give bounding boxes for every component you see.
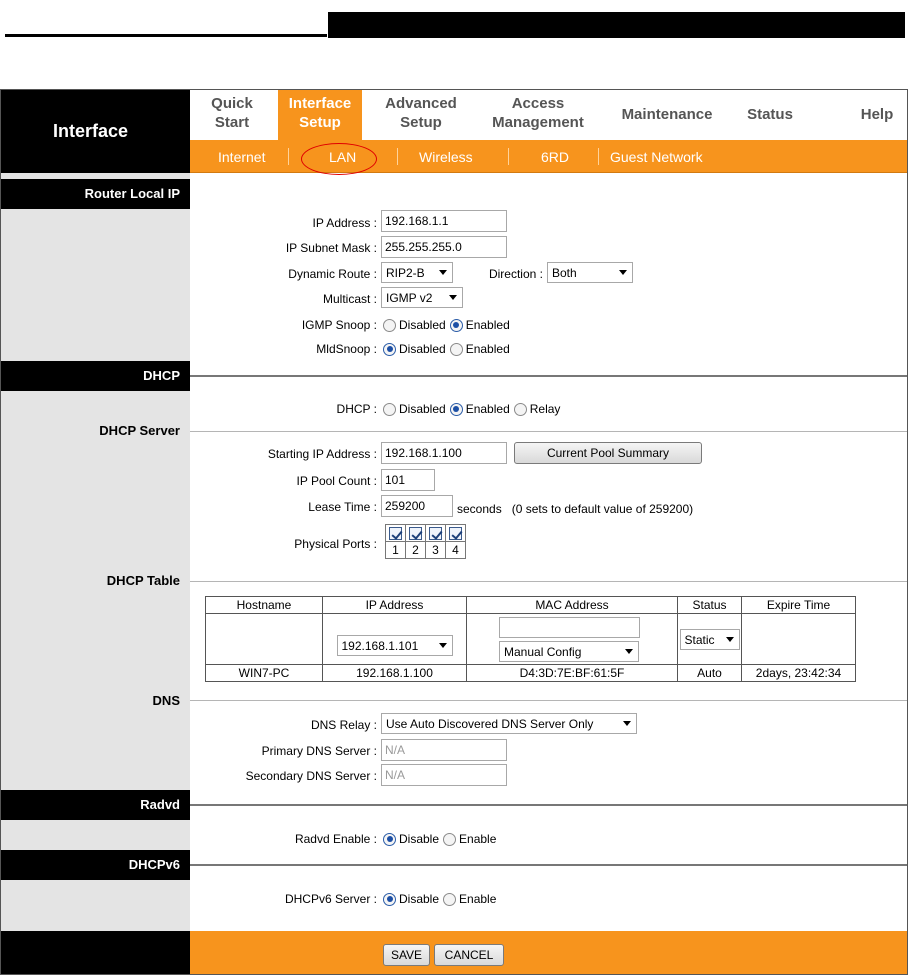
- dhcp-relay-label: Relay: [529, 402, 561, 416]
- dhcpv6-disable-radio[interactable]: [383, 893, 396, 906]
- chevron-down-icon: [439, 643, 447, 648]
- physical-ports-label: Physical Ports :: [294, 537, 377, 551]
- current-pool-summary-button[interactable]: Current Pool Summary: [514, 442, 702, 464]
- mac-mode-value: Manual Config: [504, 644, 582, 659]
- dhcp-enabled-label: Enabled: [465, 402, 510, 416]
- tab-wireless[interactable]: Wireless: [419, 149, 473, 165]
- ip-address-label: IP Address :: [312, 216, 377, 230]
- nav-advanced-setup-line1: Advanced: [385, 95, 457, 112]
- row-expire: 2days, 23:42:34: [742, 665, 856, 682]
- divider: [190, 581, 907, 582]
- section-router-local-ip: Router Local IP: [1, 179, 190, 209]
- secondary-dns-input[interactable]: [381, 764, 507, 786]
- document-header-bar: [328, 12, 905, 38]
- top-header: [1, 90, 907, 173]
- dhcp-disabled-label: Disabled: [399, 402, 446, 416]
- dns-title: DNS: [152, 693, 180, 708]
- table-header-row: [206, 597, 856, 614]
- mac-address-input[interactable]: [499, 617, 640, 638]
- document-header-rule: [5, 34, 327, 37]
- section-dhcpv6: DHCPv6: [1, 850, 190, 880]
- dhcp-server-title: DHCP Server: [99, 423, 180, 438]
- lan-highlight-circle: [301, 143, 377, 175]
- lease-time-label: Lease Time :: [308, 500, 377, 514]
- physical-ports-grid: [385, 524, 466, 559]
- port-number: 4: [446, 542, 466, 559]
- tab-6rd[interactable]: 6RD: [541, 149, 570, 165]
- mld-enabled-label: Enabled: [465, 342, 510, 356]
- tab-internet[interactable]: Internet: [218, 149, 266, 165]
- radvd-disable-radio[interactable]: [383, 833, 396, 846]
- table-row: [206, 665, 856, 682]
- tab-lan[interactable]: LAN: [329, 149, 357, 165]
- dynamic-route-value: RIP2-B: [386, 266, 425, 280]
- dhcpv6-disable-label: Disable: [399, 892, 440, 906]
- igmp-disabled-radio[interactable]: [383, 319, 396, 332]
- chevron-down-icon: [439, 270, 447, 275]
- edit-ip-select[interactable]: [337, 635, 453, 656]
- divider: [190, 375, 907, 377]
- nav-interface-setup-line2: Setup: [299, 114, 341, 131]
- primary-dns-input[interactable]: [381, 739, 507, 761]
- main-nav: [190, 90, 907, 140]
- edit-status-cell: [678, 614, 742, 665]
- col-expire-time: Expire Time: [742, 597, 856, 614]
- dhcp-relay-radio[interactable]: [514, 403, 527, 416]
- nav-interface-setup-line1: Interface: [288, 95, 352, 112]
- dns-relay-label: DNS Relay :: [310, 718, 377, 732]
- edit-ip-cell: [323, 614, 467, 665]
- status-value: Static: [684, 632, 715, 647]
- dhcp-enabled-radio[interactable]: [450, 403, 463, 416]
- ip-pool-count-input[interactable]: [381, 469, 435, 491]
- port-number: 2: [406, 542, 426, 559]
- nav-access-management-line1: Access: [511, 95, 565, 112]
- chevron-down-icon: [625, 649, 633, 654]
- mld-enabled-radio[interactable]: [450, 343, 463, 356]
- direction-value: Both: [552, 266, 577, 280]
- radvd-disable-label: Disable: [399, 832, 440, 846]
- nav-quick-start-line1: Quick: [211, 95, 253, 112]
- col-mac-address: MAC Address: [467, 597, 678, 614]
- port-2-checkbox[interactable]: [409, 527, 422, 540]
- secondary-dns-label: Secondary DNS Server :: [245, 769, 377, 783]
- multicast-label: Multicast :: [322, 292, 377, 306]
- dhcp-mode-options: [379, 402, 560, 416]
- subnet-mask-label: IP Subnet Mask :: [285, 241, 377, 255]
- nav-access-management-line2: Management: [492, 114, 584, 131]
- chevron-down-icon: [619, 270, 627, 275]
- tab-separator: [397, 148, 398, 165]
- port-cell: [386, 525, 406, 542]
- dynamic-route-select[interactable]: [381, 262, 453, 283]
- status-select[interactable]: [680, 629, 740, 650]
- tab-separator: [508, 148, 509, 165]
- sub-nav: [190, 140, 907, 173]
- radvd-enable-label: Enable: [459, 832, 497, 846]
- nav-help[interactable]: Help: [860, 106, 894, 123]
- direction-label: Direction :: [488, 267, 543, 281]
- divider: [190, 864, 907, 866]
- tab-separator: [288, 148, 289, 165]
- port-3-checkbox[interactable]: [429, 527, 442, 540]
- page-title: Interface: [1, 90, 190, 173]
- lease-time-note: seconds (0 sets to default value of 259200): [457, 502, 694, 516]
- nav-quick-start-line2: Start: [214, 114, 250, 131]
- direction-select[interactable]: [547, 262, 633, 283]
- row-hostname: WIN7-PC: [206, 665, 323, 682]
- starting-ip-label: Starting IP Address :: [267, 447, 377, 461]
- mld-disabled-radio[interactable]: [383, 343, 396, 356]
- tab-separator: [598, 148, 599, 165]
- port-cell: [406, 525, 426, 542]
- dhcp-mode-label: DHCP :: [336, 402, 377, 416]
- igmp-snoop-label: IGMP Snoop :: [301, 318, 377, 332]
- section-dhcp: DHCP: [1, 361, 190, 391]
- chevron-down-icon: [623, 721, 631, 726]
- dhcpv6-options: [379, 892, 496, 906]
- ip-address-input[interactable]: [381, 210, 507, 232]
- mld-snoop-label: MldSnoop :: [316, 342, 377, 356]
- multicast-value: IGMP v2: [386, 291, 433, 305]
- edit-ip-value: 192.168.1.101: [341, 638, 419, 653]
- dhcp-clients-table: [205, 596, 856, 682]
- dhcp-disabled-radio[interactable]: [383, 403, 396, 416]
- port-cell: [446, 525, 466, 542]
- table-edit-row: [206, 614, 856, 665]
- cancel-button[interactable]: CANCEL: [434, 944, 504, 966]
- col-status: Status: [678, 597, 742, 614]
- col-hostname: Hostname: [206, 597, 323, 614]
- radvd-options: [379, 832, 496, 846]
- nav-advanced-setup-line2: Setup: [400, 114, 442, 131]
- dhcpv6-server-label: DHCPv6 Server :: [284, 892, 377, 906]
- port-number: 1: [386, 542, 406, 559]
- dhcp-table-title: DHCP Table: [106, 573, 180, 588]
- dhcpv6-enable-radio[interactable]: [443, 893, 456, 906]
- igmp-enabled-label: Enabled: [465, 318, 510, 332]
- edit-hostname-cell: [206, 614, 323, 665]
- dns-relay-select[interactable]: [381, 713, 637, 734]
- mac-mode-select[interactable]: [499, 641, 639, 662]
- nav-interface-setup[interactable]: [278, 90, 362, 140]
- save-button[interactable]: SAVE: [383, 944, 430, 966]
- dns-relay-value: Use Auto Discovered DNS Server Only: [386, 717, 594, 731]
- router-admin-window: [0, 89, 908, 975]
- subnet-mask-input[interactable]: [381, 236, 507, 258]
- col-ip-address: IP Address: [323, 597, 467, 614]
- starting-ip-input[interactable]: [381, 442, 507, 464]
- lease-time-input[interactable]: [381, 495, 453, 517]
- primary-dns-label: Primary DNS Server :: [261, 744, 377, 758]
- port-4-checkbox[interactable]: [449, 527, 462, 540]
- row-mac: D4:3D:7E:BF:61:5F: [467, 665, 678, 682]
- chevron-down-icon: [726, 637, 734, 642]
- footer-left-block: [1, 931, 190, 975]
- igmp-disabled-label: Disabled: [399, 318, 446, 332]
- radvd-enable-radio[interactable]: [443, 833, 456, 846]
- nav-advanced-setup[interactable]: [376, 94, 466, 132]
- port-number: 3: [426, 542, 446, 559]
- nav-status[interactable]: Status: [747, 106, 793, 123]
- port-1-checkbox[interactable]: [389, 527, 402, 540]
- section-radvd: Radvd: [1, 790, 190, 820]
- row-ip: 192.168.1.100: [323, 665, 467, 682]
- nav-quick-start[interactable]: [208, 94, 256, 132]
- nav-maintenance[interactable]: Maintenance: [621, 106, 713, 123]
- divider: [190, 431, 907, 432]
- dhcpv6-enable-label: Enable: [459, 892, 497, 906]
- divider: [190, 804, 907, 806]
- chevron-down-icon: [449, 295, 457, 300]
- divider: [190, 700, 907, 701]
- edit-mac-cell: [467, 614, 678, 665]
- edit-expire-cell: [742, 614, 856, 665]
- dynamic-route-label: Dynamic Route :: [288, 267, 377, 281]
- igmp-snoop-options: [379, 318, 510, 332]
- port-cell: [426, 525, 446, 542]
- row-status: Auto: [678, 665, 742, 682]
- tab-guest-network[interactable]: Guest Network: [610, 149, 703, 165]
- mld-snoop-options: [379, 342, 510, 356]
- multicast-select[interactable]: [381, 287, 463, 308]
- ip-pool-count-label: IP Pool Count :: [296, 474, 377, 488]
- igmp-enabled-radio[interactable]: [450, 319, 463, 332]
- mld-disabled-label: Disabled: [399, 342, 446, 356]
- nav-access-management[interactable]: [483, 94, 593, 132]
- radvd-enable-label: Radvd Enable :: [294, 832, 377, 846]
